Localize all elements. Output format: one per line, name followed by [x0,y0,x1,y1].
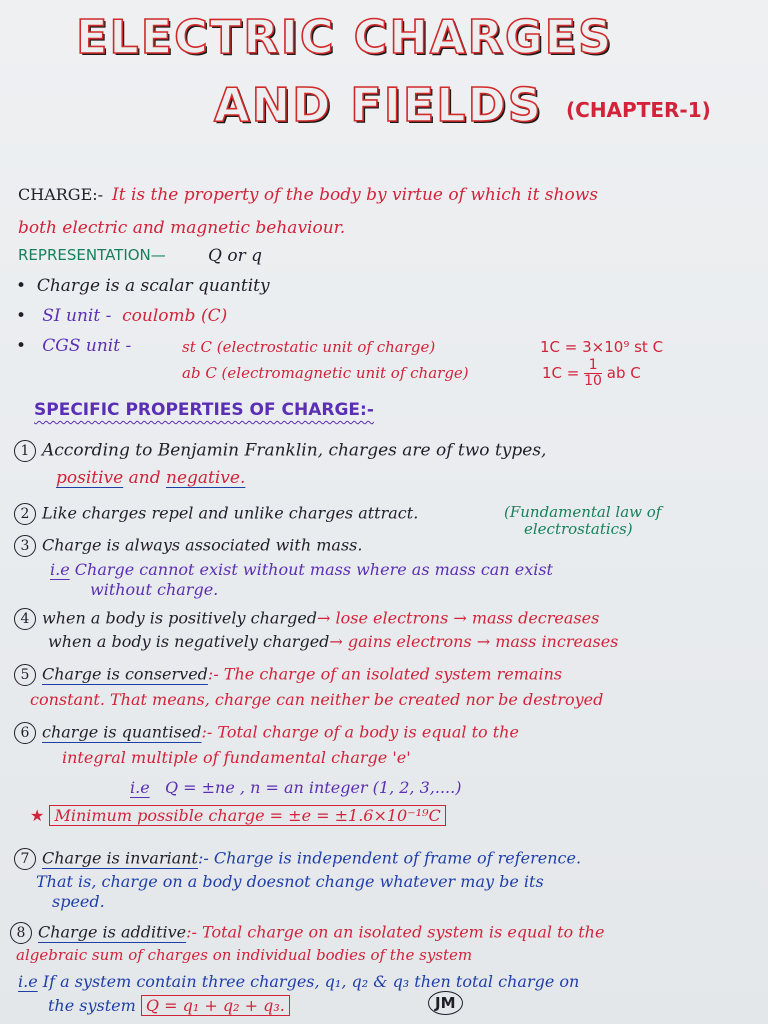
property-5-text-2: constant. That means, charge can neither be created nor be destroyed [30,690,604,709]
property-2-text: Like charges repel and unlike charges attract. [42,503,419,523]
charge-definition-1: It is the property of the body by virtue of which it shows [112,185,598,205]
property-8-text-2: algebraic sum of charges on individual bodies of the system [16,946,473,964]
property-4-result-2: → gains electrons → mass increases [329,632,619,651]
property-7-text-1: :- Charge is independent of frame of reference. [197,848,582,868]
property-2 [14,503,418,525]
property-2-note-2: electrostatics) [524,520,633,538]
property-6-min-line [30,806,446,825]
property-1-text: According to Benjamin Franklin, charges are of two types, [42,440,547,461]
property-4-line-2 [48,632,618,651]
property-3-text-3: without charge. [90,580,219,599]
title-line-1: ELECTRIC CHARGES [76,10,614,64]
additive-formula-box: Q = q₁ + q₂ + q₃. [141,995,290,1016]
property-6-formula-line [130,778,461,797]
abc-rel-post: ab C [606,364,641,382]
property-8-ie: i.e [18,972,38,991]
cgs-abc-text: ab C (electromagnetic unit of charge) [182,364,469,382]
star-icon: ★ [30,806,45,825]
property-8-line-4 [48,996,290,1015]
chapter-label: (CHAPTER-1) [566,98,711,122]
property-4-text-1: when a body is positively charged [42,608,318,628]
bullet-3: • CGS unit - [16,336,132,356]
abc-fraction-den: 10 [584,373,602,389]
property-3 [14,535,362,557]
property-5-line-1 [14,664,562,686]
property-3-number: 3 [14,535,36,557]
property-4-number: 4 [14,608,36,630]
charge-definition-2: both electric and magnetic behaviour. [18,218,346,238]
cgs-abc-relation [542,358,641,389]
property-3-text-2: Charge cannot exist without mass where as mass can exist [74,560,553,579]
property-4-text-2: when a body is negatively charged [48,632,330,651]
property-6-heading: charge is quantised [42,722,202,742]
property-7-heading: Charge is invariant [42,848,198,868]
minimum-charge-box: Minimum possible charge = ±e = ±1.6×10⁻¹⁹C [49,805,445,826]
author-signature [428,994,463,1012]
property-8-line-1 [10,922,604,944]
charge-label: CHARGE:- [18,185,104,204]
property-3-ie-line [50,560,553,579]
cgs-abc [182,364,469,382]
property-8-text-4: the system [48,996,136,1015]
representation-label: REPRESENTATION— [18,246,166,264]
property-1 [14,440,546,462]
property-7-number: 7 [14,848,36,870]
property-2-number: 2 [14,503,36,525]
property-1-number: 1 [14,440,36,462]
bullet-1-text: Charge is a scalar quantity [36,276,270,296]
si-unit-label: SI unit - [42,306,112,326]
positive-word: positive [56,468,124,488]
property-8-line-3 [18,972,579,991]
abc-rel-pre: 1C = [542,364,580,382]
property-7-text-2: That is, charge on a body doesnot change whatever may be its [36,872,544,891]
property-6-text-2: integral multiple of fundamental charge 'e' [62,748,411,767]
signature-text: JM [428,991,463,1015]
specific-properties-heading: SPECIFIC PROPERTIES OF CHARGE:- [34,400,374,420]
bullet-2: • SI unit - coulomb (C) [16,306,228,326]
property-4-result-1: → lose electrons → mass decreases [317,608,600,628]
representation-value: Q or q [208,246,262,266]
property-8-text-3: If a system contain three charges, q₁, q₂ & q₃ then total charge on [42,972,580,991]
and-word: and [128,468,161,488]
cgs-stc-text: st C (electrostatic unit of charge) [182,338,436,356]
bullet-1: • Charge is a scalar quantity [16,276,270,296]
property-6-line-1 [14,722,519,744]
property-4-line-1 [14,608,599,630]
abc-fraction-num: 1 [584,358,602,374]
property-5-text-1: :- The charge of an isolated system remains [207,664,563,684]
cgs-stc [182,338,435,356]
property-8-number: 8 [10,922,32,944]
property-1-types [56,468,245,488]
property-2-note-1: (Fundamental law of [504,503,662,521]
property-7-text-3: speed. [52,892,105,911]
property-5-number: 5 [14,664,36,686]
negative-word: negative. [166,468,246,488]
property-6-formula: Q = ±ne , n = an integer (1, 2, 3,....) [164,778,462,797]
property-6-text-1: :- Total charge of a body is equal to the [201,722,519,742]
si-unit-value: coulomb (C) [122,306,228,326]
abc-fraction [584,358,602,389]
property-8-heading: Charge is additive [38,922,187,942]
property-7-line-1 [14,848,581,870]
property-3-ie: i.e [50,560,70,579]
cgs-unit-label: CGS unit - [42,336,132,356]
property-3-text: Charge is always associated with mass. [42,535,363,555]
property-6-number: 6 [14,722,36,744]
property-6-ie: i.e [130,778,150,797]
cgs-stc-relation: 1C = 3×10⁹ st C [540,338,664,356]
property-8-text-1: :- Total charge on an isolated system is equal to the [186,922,605,942]
property-5-heading: Charge is conserved [42,664,208,684]
title-line-2: AND FIELDS [214,78,543,132]
